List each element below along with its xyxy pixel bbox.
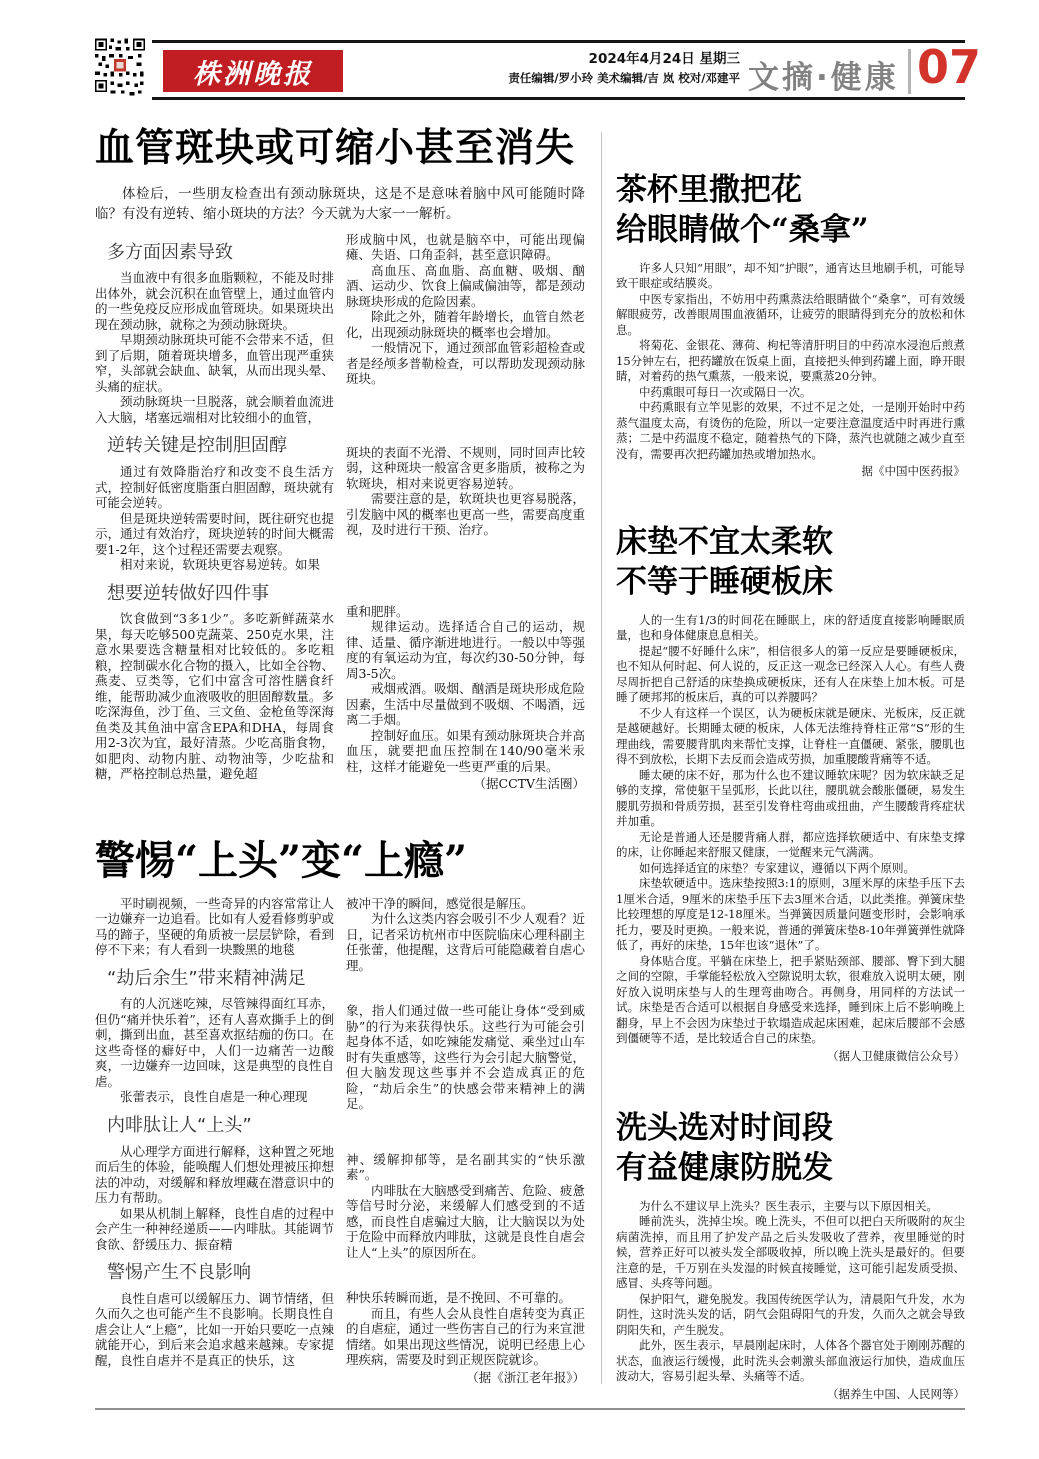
- article-subhead: 想要逆转做好四件事: [107, 582, 269, 604]
- masthead-logo: [163, 50, 343, 92]
- article-paragraph: 除此之外，随着年龄增长，血管自然老化，出现颈动脉斑块的概率也会增加。: [346, 309, 585, 340]
- article-paragraph: 斑块的表面不光滑、不规则，同时回声比较弱，这种斑块一般富含更多脂质，被称之为软斑块，相对来说更容易逆转。: [346, 444, 585, 491]
- article-addiction: [95, 838, 585, 1386]
- article-paragraph: 平时刷视频，一些奇异的内容常常让人一边嫌弃一边追看。比如有人爱看修剪驴或马的蹄子，坚硬的角质被一层层铲除，看到停不下来；有人看到一块黢黑的地毯: [95, 895, 334, 958]
- article-title: 警惕“上头”变“上瘾”: [95, 836, 468, 884]
- article-paragraph: 如何选择适宜的床垫？专家建议，遵循以下两个原则。: [639, 860, 915, 875]
- article-body: [616, 1199, 965, 1403]
- article-paragraph: 象，指人们通过做一些可能让身体“受到威胁”的行为来获得快乐。这些行为可能会引起身体不适，如吃辣能发痛觉、乘坐过山车时有失重感等，这些行为会引起大脑警觉，但大脑发现这些事并不会造成真正的危险，“劫后余生”的快感会带来精神上的满足。: [346, 1003, 585, 1112]
- article-paragraph: 形成脑中风，也就是脑卒中，可能出现偏瘫、失语、口角歪斜，甚至意识障碍。: [346, 231, 585, 263]
- article-attribution: （据养生中国、人民网等）: [827, 1386, 965, 1401]
- article-paragraph: 良性自虐可以缓解压力、调节情绪，但久而久之也可能产生不良影响。长期良性自虐会让人“上瘾”，比如一开始只要吃一点辣就能开心，到后来会追求越来越辣。专家提醒，良性自虐并不是真正的快乐，这: [95, 1290, 334, 1368]
- article-title-line2: 有益健康防脱发: [616, 1150, 833, 1187]
- article-paragraph: 此外，医生表示，早晨刚起床时，人体各个器官处于刚刚苏醒的状态，血液运行缓慢，此时洗头会刺激头部血液运行加快，造成血压波动大，容易引起头晕、头痛等不适。: [616, 1338, 965, 1384]
- article-paragraph: 通过有效降脂治疗和改变不良生活方式，控制好低密度脂蛋白胆固醇，斑块就有可能会逆转。: [95, 464, 334, 511]
- article-column-2: [346, 232, 585, 792]
- article-mattress: [616, 522, 965, 1064]
- article-paragraph: 睡前洗头，洗掉尘埃。晚上洗头，不但可以把白天所吸附的灰尘病菌洗掉，而且用了护发产品之后头发吸收了营养，夜里睡觉的时候，营养正好可以被头发全部吸收掉，所以晚上洗头是最好的。但要注意的是，千万别在头发湿的时候直接睡觉，这可能引起发质受损、感冒、头疼等问题。: [616, 1214, 965, 1291]
- article-vascular: [95, 128, 585, 792]
- page-number: 07: [917, 40, 982, 94]
- article-title-line1: 床垫不宜太柔软: [616, 524, 833, 560]
- article-column-1: [95, 232, 334, 792]
- article-subhead: 逆转关键是控制胆固醇: [107, 435, 287, 457]
- header-rule-top: [152, 40, 965, 43]
- article-paragraph: 张蕾表示，良性自虐是一种心理现: [120, 1089, 308, 1105]
- column-gap: [346, 387, 585, 445]
- header-meta: [430, 49, 740, 87]
- article-title-line1: 茶杯里撒把花: [616, 172, 802, 208]
- article-paragraph: 一般情况下，通过颈部血管彩超检查或者是经颅多普勒检查，可以帮助发现颈动脉斑块。: [346, 340, 585, 387]
- article-paragraph: 戒烟戒酒。吸烟、酗酒是斑块形成危险因素，生活中尽量做到不吸烟、不喝酒，远离二手烟。: [346, 681, 585, 728]
- article-paragraph: 控制好血压。如果有颈动脉斑块合并高血压，就要把血压控制在140/90毫米汞柱，这样才能避免一些更严重的后果。: [346, 727, 585, 774]
- article-paragraph: 需要注意的是，软斑块也更容易脱落，引发脑中风的概率也更高一些，需要高度重视，及时进行干预、治疗。: [346, 491, 585, 538]
- article-column-1: [95, 896, 334, 1386]
- article-paragraph: 身体贴合度。平躺在床垫上，把手紧贴颈部、腰部、臀下到大腿之间的空隙，手掌能轻松放入空隙说明太软，很难放入说明太硬，刚好放入说明床垫与人的生理弯曲吻合。再侧身，用同样的方法试一试。床垫是否合适可以根据自身感受来选择，睡到床上后不影响晚上翻身，早上不会因为床垫过于软塌造成起床困难，起床后腰部不会感到僵硬等不适，是比较适合自己的床垫。: [616, 953, 965, 1046]
- article-columns: [95, 232, 585, 792]
- vertical-divider: [601, 132, 602, 1384]
- article-title-line1: 洗头选对时间段: [616, 1110, 833, 1146]
- column-gap: [346, 1112, 585, 1152]
- article-paragraph: 相对来说，软斑块更容易逆转。如果: [120, 557, 321, 573]
- article-paragraph: 内啡肽在大脑感受到痛苦、危险、疲惫等信号时分泌，来缓解人们感受到的不适感，而良性自虐骗过大脑，让大脑误以为处于危险中而释放内啡肽，这就是良性自虐会让人“上头”的原因所在。: [346, 1182, 585, 1260]
- column-gap: [346, 1260, 585, 1290]
- section-divider: [908, 49, 911, 94]
- article-body: [616, 261, 965, 480]
- article-paragraph: 为什么不建议早上洗头？医生表示，主要与以下原因相关。: [639, 1198, 938, 1213]
- article-paragraph: 规律运动。选择适合自己的运动，规律、适量、循序渐进地进行。一般以中等强度的有氧运动为宜，每次约30-50分钟，每周3-5次。: [346, 619, 585, 681]
- article-title: [616, 1108, 965, 1189]
- article-subhead: 警惕产生不良影响: [107, 1262, 251, 1284]
- article-subhead: 内啡肽让人“上头”: [107, 1114, 252, 1136]
- column-gap: [346, 538, 585, 604]
- masthead-text: 株洲晚报: [193, 58, 313, 90]
- article-paragraph: 而且，有些人会从良性自虐转变为真正的自虐症，通过一些伤害自己的行为来宣泄情绪。如果出现这些情况，说明已经患上心理疾病，需要及时到正规医院就诊。: [346, 1305, 585, 1368]
- article-paragraph: 睡太硬的床不好，那为什么也不建议睡软床呢？因为软床缺乏足够的支撑，常使躯干呈弧形，长此以往，腰肌就会酸胀僵硬，易发生腰肌劳损和骨质劳损，甚至引发脊柱弯曲或扭曲，产生腰酸背疼症状并加重。: [616, 767, 965, 829]
- article-column-2: [346, 896, 585, 1386]
- qr-code: [95, 38, 145, 96]
- article-attribution: （据CCTV生活圈）: [473, 776, 585, 792]
- article-title: [616, 170, 965, 251]
- article-paragraph: 但是斑块逆转需要时间，既往研究也提示，通过有效治疗，斑块逆转的时间大概需要1-2年，这个过程还需要去观察。: [95, 510, 334, 557]
- article-intro: 体检后，一些朋友检查出有颈动脉斑块，这是不是意味着脑中风可能随时降临？有没有逆转、缩小斑块的方法？今天就为大家一一解析。: [95, 185, 585, 222]
- article-subhead: “劫后余生”带来精神满足: [107, 967, 306, 989]
- article-paragraph: 提起“腰不好睡什么床”，相信很多人的第一反应是要睡硬板床，也不知从何时起、何人说的，反正这一观念已经深入人心。有些人费尽周折把自己舒适的床垫换成硬板床，还有人在床垫上加木板。可是睡了硬邦邦的板床后，真的可以养腰吗？: [616, 643, 965, 705]
- article-attribution: （据《浙江老年报》）: [466, 1369, 585, 1385]
- article-paragraph: 中药熏眼可每日一次或隔日一次。: [639, 384, 812, 399]
- article-subhead: 多方面因素导致: [107, 241, 233, 263]
- article-paragraph: 被冲干净的瞬间，感觉很是解压。: [346, 895, 534, 911]
- article-paragraph: 中药熏眼有立竿见影的效果，不过不足之处，一是刚开始时中药蒸气温度太高，有烫伤的危险，所以一定要注意温度适中时再进行熏蒸；二是中药温度不稳定，随着热气的下降，蒸汽也就随之减少直至没有，需要再次把药罐加热或增加热水。: [616, 400, 965, 461]
- article-paragraph: 种快乐转瞬而逝，是不挽回、不可靠的。: [346, 1290, 572, 1306]
- article-columns: [95, 896, 585, 1386]
- article-attribution: （据人卫健康微信公众号）: [827, 1048, 965, 1063]
- article-paragraph: 床垫软硬适中。选床垫按照3:1的原则，3厘米厚的床垫手压下去1厘米合适，9厘米的床垫手压下去3厘米合适，以此类推。弹簧床垫比较理想的厚度是12-18厘米。当弹簧因质量问题变形时，会影响承托力，要及时更换。一般来说，普通的弹簧床垫8-10年弹簧弹性就降低了，再好的床垫，15年也该“退休”了。: [616, 876, 965, 953]
- article-paragraph: 保护阳气，避免脱发。我国传统医学认为，清晨阳气升发，水为阴性，这时洗头发的话，阴气会阻碍阳气的升发，久而久之就会导致阴阳失和，产生脱发。: [616, 1291, 965, 1337]
- article-body: [616, 613, 965, 1065]
- article-paragraph: 饮食做到“3多1少”。多吃新鲜蔬菜水果，每天吃够500克蔬菜、250克水果，注意水果要选含糖量相对比较低的。多吃粗粮，控制碳水化合物的摄入，比如全谷物、燕麦、豆类等，它们中富含可溶性膳食纤维，能帮助减少血液吸收的胆固醇数量。多吃深海鱼，沙丁鱼、三文鱼、金枪鱼等深海鱼类及其鱼油中富含EPA和DHA，每周食用2-3次为宜，最好清蒸。少吃高脂食物，如肥肉、动物内脏、动物油等，少吃盐和糖，严格控制总热量，避免超: [95, 611, 334, 782]
- editors-line: 责任编辑/罗小玲 美术编辑/吉 岚 校对/邓建平: [508, 71, 740, 85]
- bottom-rule: [95, 1408, 965, 1410]
- article-paragraph: 如果从机制上解释，良性自虐的过程中会产生一种神经递质——内啡肽。其能调节食欲、舒缓压力、振奋精: [95, 1205, 334, 1252]
- article-paragraph: 无论是普通人还是腰背痛人群，都应选择软硬适中、有床垫支撑的床，让你睡起来舒服又健康，一觉醒来元气满满。: [616, 829, 965, 860]
- article-paragraph: 为什么这类内容会吸引不少人观看？近日，记者采访杭州市中医院临床心理科副主任张蕾，他提醒，这背后可能隐藏着自虐心理。: [346, 911, 585, 973]
- date-line: 2024年4月24日 星期三: [588, 51, 740, 67]
- article-paragraph: 早期颈动脉斑块可能不会带来不适，但到了后期，随着斑块增多，血管出现严重狭窄，头部就会缺血、缺氧，从而出现头晕、头痛的症状。: [95, 332, 334, 394]
- left-region: [95, 128, 585, 1385]
- article-hairwash: [616, 1108, 965, 1402]
- header-rule-bottom: [152, 97, 965, 100]
- article-tea-eye-sauna: [616, 170, 965, 480]
- article-attribution: 据《中国中医药报》: [861, 464, 965, 479]
- article-paragraph: 重和肥胖。: [346, 603, 409, 619]
- article-paragraph: 将菊花、金银花、薄荷、枸杞等清肝明目的中药凉水浸泡后煎煮15分钟左右，把药罐放在饭桌上面，直接把头伸到药罐上面，睁开眼睛，对着药的热气熏蒸，一般来说，要熏蒸20分钟。: [616, 338, 965, 384]
- article-paragraph: 神、缓解抑郁等，是名副其实的“快乐激素”。: [346, 1151, 585, 1183]
- article-paragraph: 从心理学方面进行解释，这种置之死地而后生的体验，能唤醒人们想处理被压抑想法的冲动，对缓解和释放埋藏在潜意识中的压力有帮助。: [95, 1143, 334, 1206]
- article-title: [616, 522, 965, 603]
- article-paragraph: 有的人沉迷吃辣，尽管辣得面红耳赤，但仍“痛并快乐着”，还有人喜欢撕手上的倒刺，撕到出血，甚至喜欢抠结痂的伤口。在这些奇怪的癖好中，人们一边痛苦一边酸爽，一边嫌弃一边回味，这是典型的良性自虐。: [95, 996, 334, 1089]
- article-paragraph: 中医专家指出，不妨用中药熏蒸法给眼睛做个“桑拿”，可有效缓解眼疲劳，改善眼周围血液循环，让疲劳的眼睛得到充分的放松和休息。: [616, 291, 965, 337]
- article-paragraph: 高血压、高血脂、高血糖、吸烟、酗酒、运动少、饮食上偏咸偏油等，都是颈动脉斑块形成的危险因素。: [346, 262, 585, 309]
- article-title-line2: 不等于睡硬板床: [616, 564, 833, 601]
- section-title: 文摘·健康: [748, 60, 899, 96]
- article-paragraph: 颈动脉斑块一旦脱落，就会顺着血流进入大脑，堵塞远端相对比较细小的血管，: [95, 394, 334, 425]
- article-paragraph: 许多人只知“用眼”，却不知“护眼”，通宵达旦地刷手机，可能导致干眼症或结膜炎。: [616, 260, 965, 291]
- article-paragraph: 人的一生有1/3的时间花在睡眠上，床的舒适度直接影响睡眠质量，也和身体健康息息相关。: [616, 612, 965, 643]
- article-title-line2: 给眼睛做个“桑拿”: [616, 212, 869, 249]
- article-paragraph: 不少人有这样一个误区，认为硬板床就是硬床、光板床，反正就是越硬越好。长期睡太硬的板床，人体无法维持脊柱正常“S”形的生理曲线，需要腰背肌肉来帮忙支撑，让脊柱一直僵硬、紧张，腰肌也得不到放松，长期下去反而会造成劳损，加重腰酸背痛等不适。: [616, 705, 965, 767]
- column-gap: [346, 973, 585, 1003]
- article-title: 血管斑块或可缩小甚至消失: [95, 126, 576, 171]
- article-paragraph: 当血液中有很多血脂颗粒，不能及时排出体外，就会沉积在血管壁上，通过血管内的一些免疫反应形成血管斑块。如果斑块出现在颈动脉，就称之为颈动脉斑块。: [95, 270, 334, 332]
